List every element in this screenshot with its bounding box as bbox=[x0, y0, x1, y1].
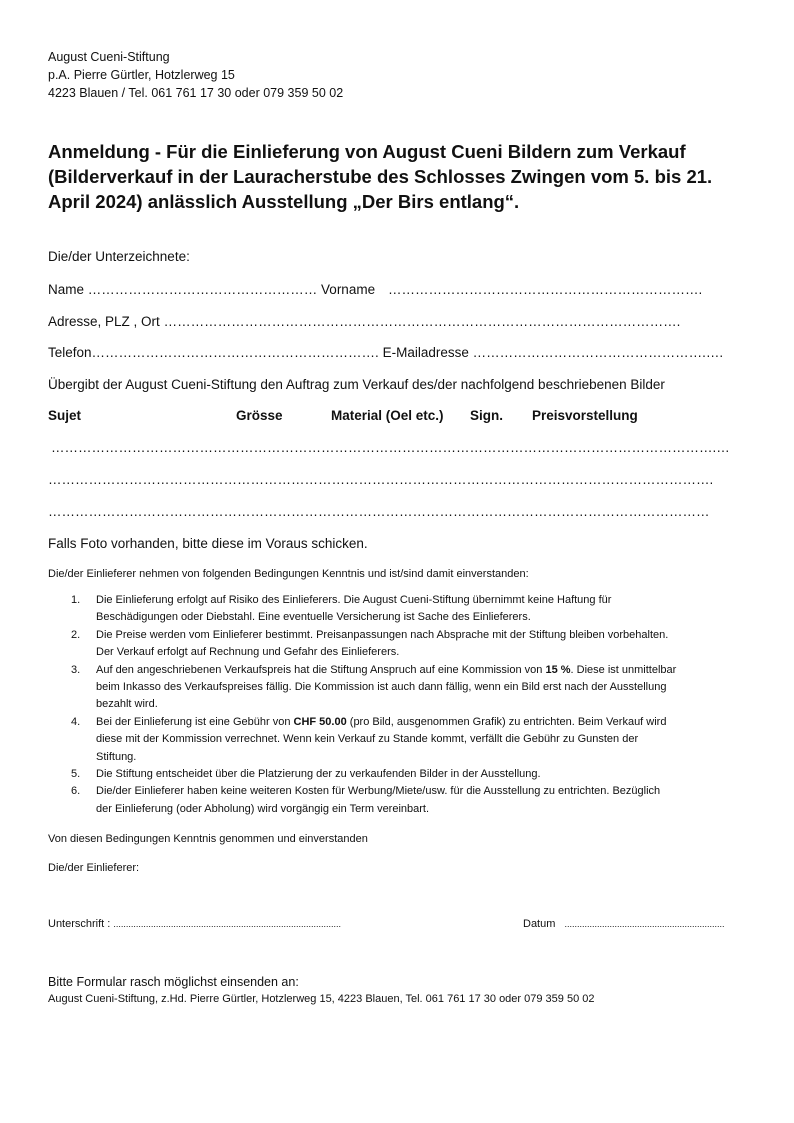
condition-text: Bei der Einlieferung ist eine Gebühr von CHF 50.00 (pro Bild, ausgenommen Grafik) zu entrichten. Beim Verkauf wird bbox=[96, 715, 667, 728]
sender-contact: 4223 Blauen / Tel. 061 761 17 30 oder 079 359 50 02 bbox=[48, 86, 344, 100]
condition-number: 6. bbox=[71, 785, 81, 798]
address-field[interactable]: ……………………………………………………………………………………………………. bbox=[163, 314, 681, 329]
condition-text: Beschädigungen oder Diebstahl. Eine eventuelle Versicherung ist Sache des Einlieferers. bbox=[96, 611, 531, 624]
phone-field[interactable]: ………………………………………………………. bbox=[91, 345, 379, 360]
acknowledged-text: Von diesen Bedingungen Kenntnis genommen und einverstanden bbox=[48, 833, 368, 845]
title-line-1: Anmeldung - Für die Einlieferung von August Cueni Bildern zum Verkauf bbox=[48, 141, 686, 162]
col-groesse: Grösse bbox=[236, 408, 283, 423]
entry-row-3[interactable]: ………………………………………………………………………………………………………………………………… bbox=[48, 504, 710, 519]
col-material: Material (Oel etc.) bbox=[331, 408, 444, 423]
condition-text: Der Verkauf erfolgt auf Rechnung und Gefahr des Einlieferers. bbox=[96, 646, 400, 659]
address-label: Adresse, PLZ , Ort bbox=[48, 314, 160, 329]
condition-item bbox=[48, 627, 748, 662]
sender-name: August Cueni-Stiftung bbox=[48, 50, 170, 64]
condition-number: 3. bbox=[71, 663, 81, 676]
entry-row-2[interactable]: …………………………………………………………………………………………………………………………………. bbox=[48, 472, 714, 487]
condition-item bbox=[48, 592, 748, 627]
condition-item bbox=[48, 714, 748, 766]
col-preis: Preisvorstellung bbox=[532, 408, 638, 423]
sender-block bbox=[48, 48, 343, 102]
email-label: E-Mailadresse bbox=[382, 345, 469, 360]
emphasis-value: 15 % bbox=[545, 663, 571, 676]
conditions-intro: Die/der Einlieferer nehmen von folgenden Bedingungen Kenntnis und ist/sind damit einverstanden: bbox=[48, 568, 529, 580]
condition-number: 4. bbox=[71, 715, 81, 728]
name-label: Name bbox=[48, 282, 85, 297]
emphasis-value: CHF 50.00 bbox=[293, 715, 347, 728]
condition-number: 2. bbox=[71, 628, 81, 641]
undersigned-label: Die/der Unterzeichnete: bbox=[48, 249, 190, 264]
condition-text: Die Einlieferung erfolgt auf Risiko des Einlieferers. Die August Cueni-Stiftung übernimmt keine Haftung für bbox=[96, 594, 612, 606]
name-field[interactable]: …………………………………………… bbox=[87, 282, 318, 297]
condition-text: Die/der Einlieferer haben keine weiteren Kosten für Werbung/Miete/usw. für die Ausstellung zu entrichten. Bezüglich bbox=[96, 785, 661, 798]
footer-address: August Cueni-Stiftung, z.Hd. Pierre Gürtler, Hotzlerweg 15, 4223 Blauen, Tel. 061 761 17 30 oder 079 359 50 02 bbox=[48, 993, 595, 1005]
condition-item bbox=[48, 766, 748, 783]
vorname-field[interactable]: ……………………………………………………………. bbox=[388, 282, 703, 297]
footer-heading: Bitte Formular rasch möglichst einsenden an: bbox=[48, 975, 299, 989]
name-row bbox=[48, 282, 375, 297]
title-line-2: (Bilderverkauf in der Lauracherstube des Schlosses Zwingen vom 5. bis 21. bbox=[48, 166, 713, 187]
commission-text: Übergibt der August Cueni-Stiftung den Auftrag zum Verkauf des/der nachfolgend beschriebenen Bilder bbox=[48, 377, 665, 392]
condition-text: Die Preise werden vom Einlieferer bestimmt. Preisanpassungen nach Absprache mit der Stiftung bleiben vorbehalten. bbox=[96, 628, 669, 641]
consignor-label: Die/der Einlieferer: bbox=[48, 862, 140, 874]
condition-text: diese mit der Kommission verrechnet. Wenn kein Verkauf zu Stande kommt, verfällt die Gebühr zu Gunsten der bbox=[96, 733, 639, 746]
sender-address: p.A. Pierre Gürtler, Hotzlerweg 15 bbox=[48, 68, 235, 82]
signature-label: Unterschrift : bbox=[48, 918, 111, 930]
photo-note: Falls Foto vorhanden, bitte diese im Voraus schicken. bbox=[48, 536, 368, 551]
address-row bbox=[48, 314, 680, 329]
condition-text: der Einlieferung (oder Abholung) wird vorgängig ein Term vereinbart. bbox=[96, 802, 430, 815]
entry-row-1[interactable]: ………………………………………………………………………………………………………………………………….… bbox=[51, 440, 730, 455]
conditions-list bbox=[48, 592, 748, 818]
condition-number: 5. bbox=[71, 768, 81, 781]
email-field[interactable]: …………………………………………….…. bbox=[472, 345, 724, 360]
col-sign: Sign. bbox=[470, 408, 503, 423]
condition-item bbox=[48, 783, 748, 818]
title-line-3: April 2024) anlässlich Ausstellung „Der Birs entlang“. bbox=[48, 191, 520, 212]
condition-text: bezahlt wird. bbox=[96, 698, 158, 711]
date-field[interactable]: ................................................................ bbox=[564, 919, 725, 929]
condition-number: 1. bbox=[71, 594, 81, 606]
document-title bbox=[48, 139, 748, 214]
phone-row bbox=[48, 345, 723, 360]
condition-item bbox=[48, 662, 748, 714]
condition-text: Auf den angeschriebenen Verkaufspreis hat die Stiftung Anspruch auf eine Kommission von 15 %. Diese ist unmittelbar bbox=[96, 663, 677, 676]
date-row bbox=[523, 918, 725, 930]
vorname-label: Vorname bbox=[321, 282, 376, 297]
signature-row bbox=[48, 918, 341, 930]
phone-label: Telefon bbox=[48, 345, 92, 360]
signature-field[interactable]: ........................................................................................... bbox=[113, 919, 341, 929]
col-sujet: Sujet bbox=[48, 408, 82, 423]
condition-text: Die Stiftung entscheidet über die Platzierung der zu verkaufenden Bilder in der Ausstellung. bbox=[96, 768, 541, 781]
condition-text: beim Inkasso des Verkaufspreises fällig. Die Kommission ist auch dann fällig, wenn ein Bild erst nach der Ausstellung bbox=[96, 681, 667, 694]
condition-text: Stiftung. bbox=[96, 750, 137, 763]
date-label: Datum bbox=[523, 918, 556, 930]
